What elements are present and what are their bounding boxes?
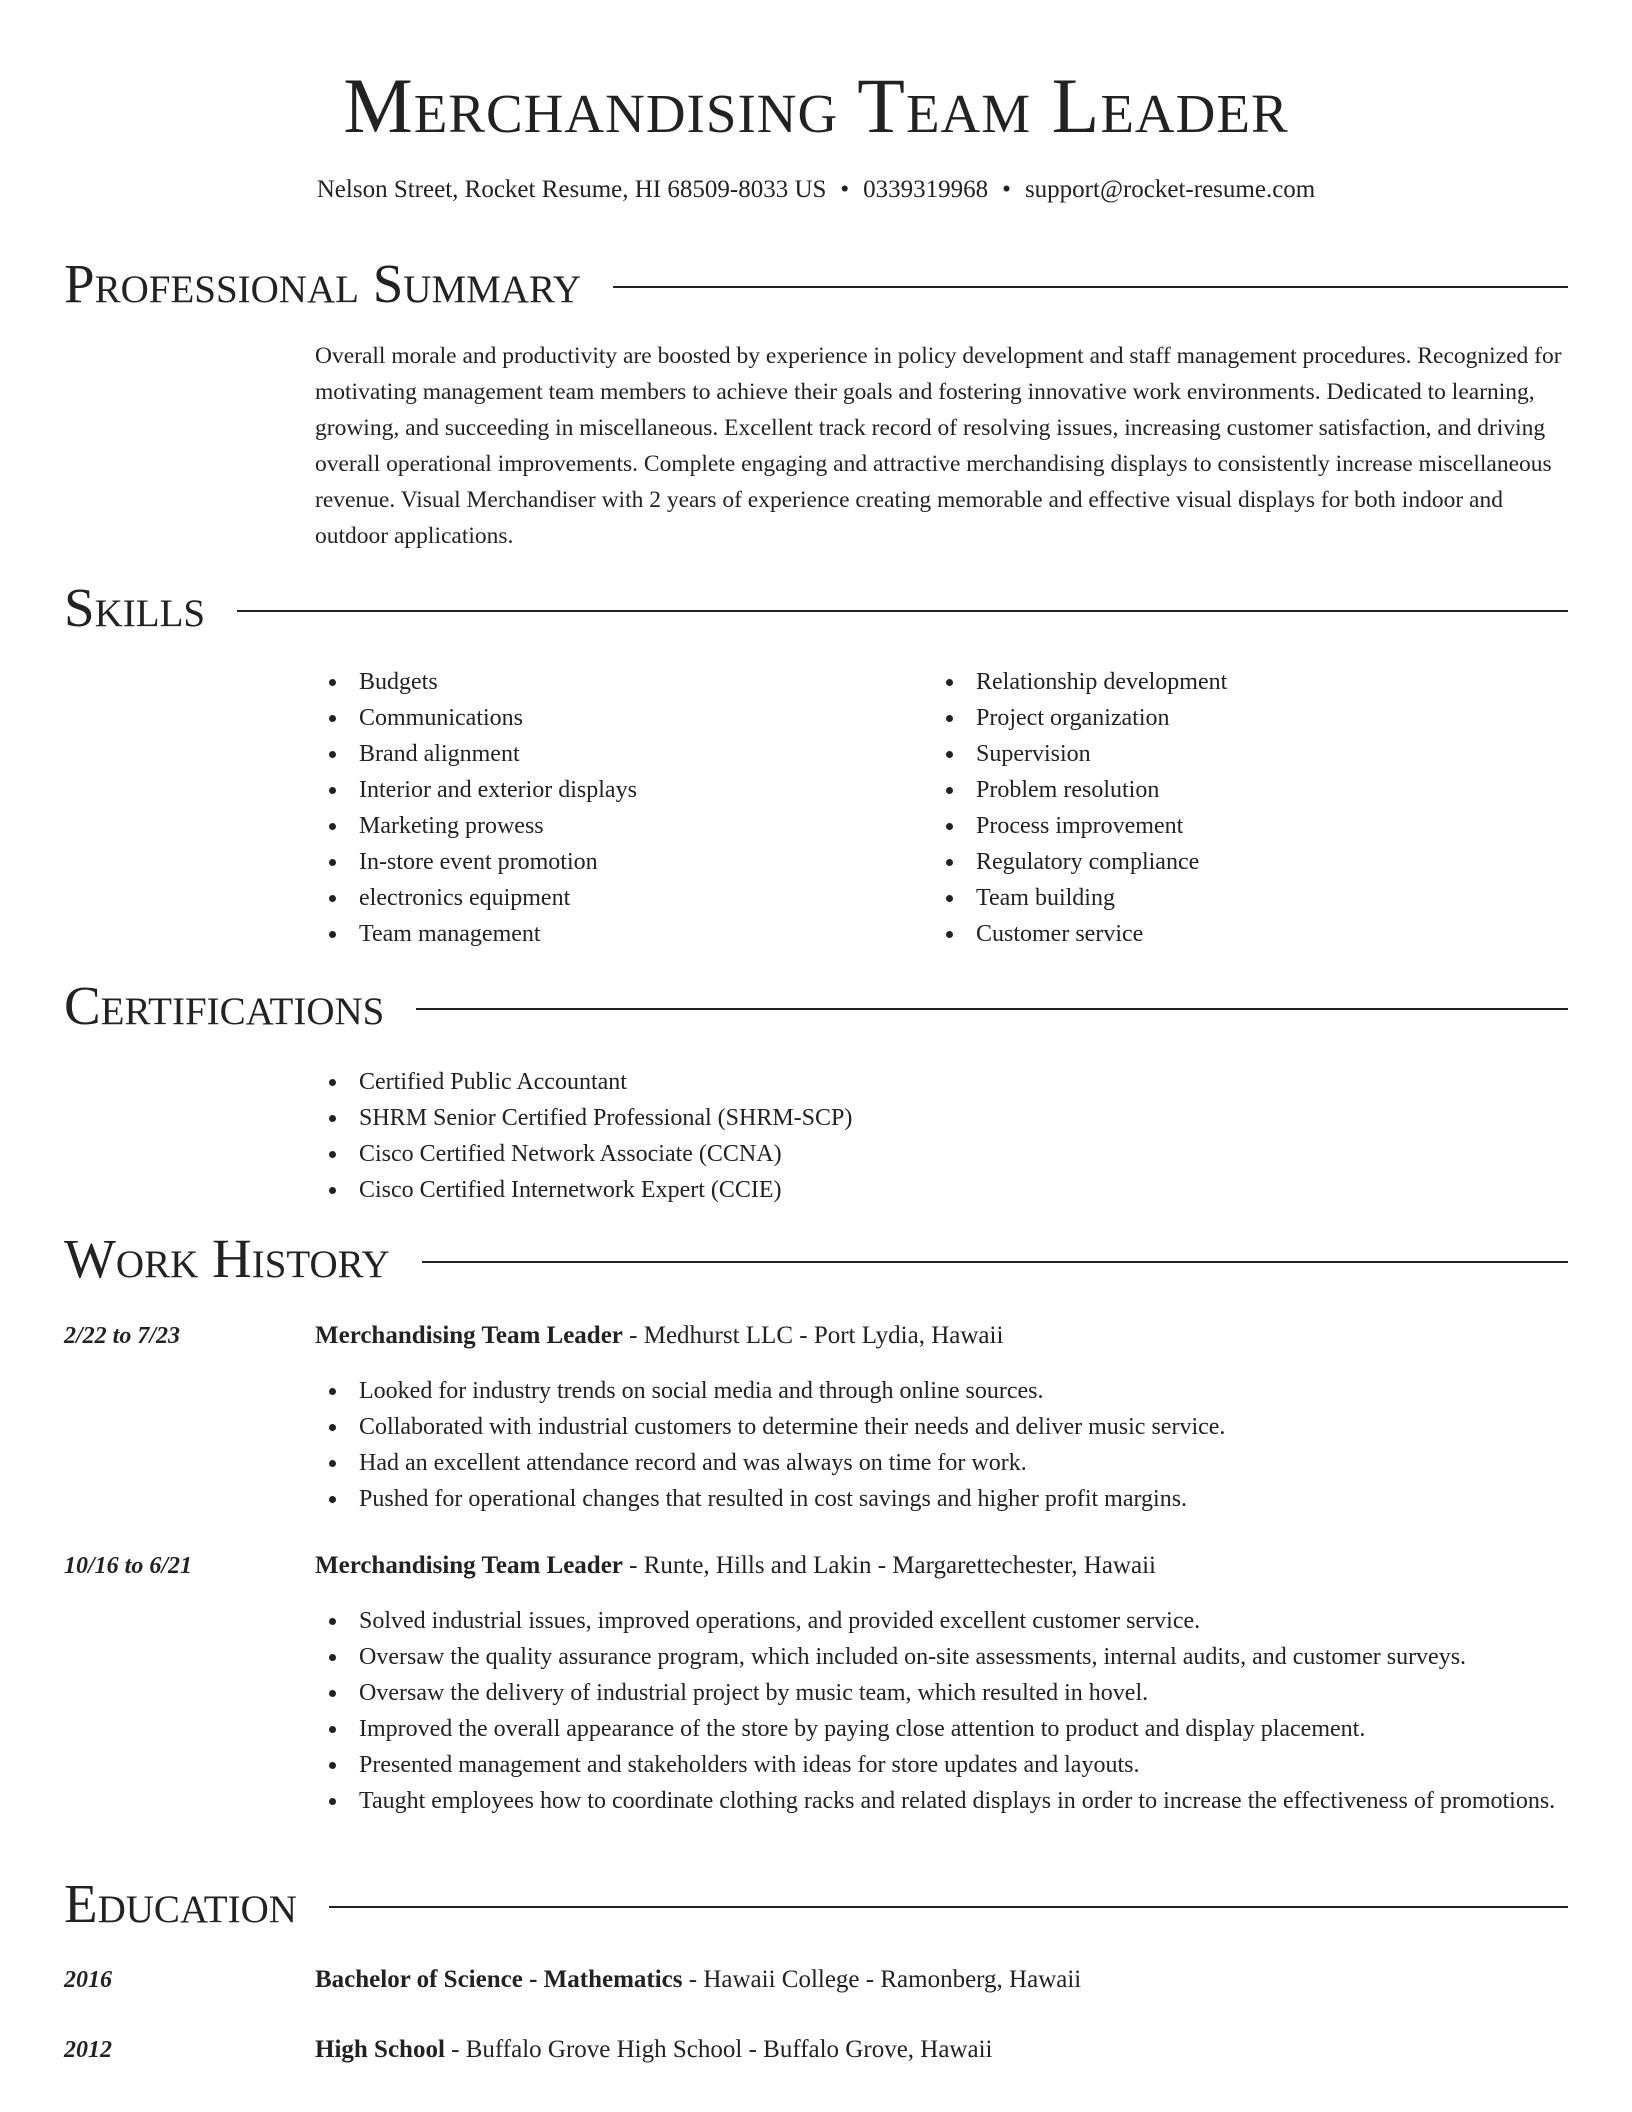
bullet-icon	[946, 751, 953, 758]
summary-text: Overall morale and productivity are boosted by experience in policy development and staff management procedures. Recognized for motivating management team members to achieve their goals and fostering innovative work environments. Dedicated to learning, growing, and succeeding in miscellaneous. Excellent track record of resolving issues, increasing customer satisfaction, and driving overall operational improvements. Complete engaging and attractive merchandising displays to consistently increase miscellaneous revenue. Visual Merchandiser with 2 years of experience creating memorable and effective visual displays for both indoor and outdoor applications.	[315, 343, 1562, 549]
bullet-icon	[329, 1654, 336, 1661]
list-item: Customer service	[932, 916, 1532, 952]
list-item: Looked for industry trends on social media and through online sources.	[315, 1373, 1571, 1409]
job-title: Merchandising Team Leader	[315, 1322, 623, 1349]
section-divider	[416, 1008, 1568, 1010]
bullet-icon	[946, 823, 953, 830]
section-header-certifications	[64, 972, 1568, 1040]
list-item: SHRM Senior Certified Professional (SHRM-SCP)	[315, 1100, 1571, 1136]
section-divider	[329, 1906, 1568, 1908]
education-degree: High School	[315, 2036, 445, 2063]
section-title-skills: Skills	[64, 577, 206, 638]
job-employer: - Medhurst LLC - Port Lydia, Hawaii	[622, 1322, 1004, 1349]
list-item: electronics equipment	[315, 880, 915, 916]
bullet-icon	[329, 895, 336, 902]
job-responsibilities	[315, 1373, 1571, 1517]
job-title: Merchandising Team Leader	[315, 1552, 623, 1579]
education-school: - Hawaii College - Ramonberg, Hawaii	[682, 1966, 1082, 1993]
bullet-icon	[329, 1460, 336, 1467]
certifications-list	[315, 1064, 1571, 1208]
contact-email: support@rocket-resume.com	[1024, 176, 1316, 203]
list-item: Cisco Certified Internetwork Expert (CCIE)	[315, 1172, 1571, 1208]
list-item: Team management	[315, 916, 915, 952]
bullet-icon	[329, 715, 336, 722]
list-item: Team building	[932, 880, 1532, 916]
job-responsibilities	[315, 1603, 1571, 1819]
contact-address: Nelson Street, Rocket Resume, HI 68509-8033 US	[316, 176, 827, 203]
section-divider	[422, 1261, 1568, 1263]
list-item: Oversaw the delivery of industrial project by music team, which resulted in hovel.	[315, 1675, 1571, 1711]
section-header-summary	[64, 250, 1568, 318]
list-item: Budgets	[315, 664, 915, 700]
skills-list-left	[315, 664, 915, 952]
list-item: Relationship development	[932, 664, 1532, 700]
list-item: Regulatory compliance	[932, 844, 1532, 880]
section-title-work-history: Work History	[64, 1228, 390, 1289]
bullet-icon	[329, 679, 336, 686]
bullet-icon	[329, 823, 336, 830]
list-item: Presented management and stakeholders with ideas for store updates and layouts.	[315, 1747, 1571, 1783]
bullet-icon	[329, 1798, 336, 1805]
list-item: In-store event promotion	[315, 844, 915, 880]
bullet-icon	[329, 1115, 336, 1122]
job-employer: - Runte, Hills and Lakin - Margarettechester, Hawaii	[622, 1552, 1156, 1579]
bullet-icon	[946, 715, 953, 722]
skills-column-left	[315, 664, 915, 952]
education-year: 2016	[64, 1967, 112, 1993]
section-header-education	[64, 1870, 1568, 1938]
list-item: Problem resolution	[932, 772, 1532, 808]
bullet-icon	[329, 1388, 336, 1395]
education-heading	[315, 1962, 1571, 1998]
job-heading	[315, 1318, 1571, 1354]
skills-column-right	[932, 664, 1532, 952]
section-divider	[237, 610, 1568, 612]
section-title-certifications: Certifications	[64, 975, 385, 1036]
list-item: Taught employees how to coordinate clothing racks and related displays in order to increase the effectiveness of promotions.	[315, 1783, 1571, 1819]
job-dates: 10/16 to 6/21	[64, 1553, 193, 1579]
contact-separator: •	[1002, 176, 1011, 203]
bullet-icon	[946, 787, 953, 794]
education-degree: Bachelor of Science - Mathematics	[315, 1966, 683, 1993]
skills-list-right	[932, 664, 1532, 952]
list-item: Improved the overall appearance of the store by paying close attention to product and display placement.	[315, 1711, 1571, 1747]
list-item: Marketing prowess	[315, 808, 915, 844]
candidate-name: Merchandising Team Leader	[343, 62, 1289, 149]
bullet-icon	[329, 787, 336, 794]
section-divider	[613, 286, 1568, 288]
bullet-icon	[946, 859, 953, 866]
section-header-skills	[64, 574, 1568, 642]
bullet-icon	[329, 1079, 336, 1086]
bullet-icon	[329, 1618, 336, 1625]
job-dates: 2/22 to 7/23	[64, 1323, 181, 1349]
bullet-icon	[329, 1762, 336, 1769]
list-item: Certified Public Accountant	[315, 1064, 1571, 1100]
bullet-icon	[329, 1424, 336, 1431]
list-item: Supervision	[932, 736, 1532, 772]
list-item: Communications	[315, 700, 915, 736]
section-title-summary: Professional Summary	[64, 253, 582, 314]
list-item: Project organization	[932, 700, 1532, 736]
list-item: Had an excellent attendance record and was always on time for work.	[315, 1445, 1571, 1481]
bullet-icon	[946, 931, 953, 938]
list-item: Oversaw the quality assurance program, which included on-site assessments, internal audits, and customer surveys.	[315, 1639, 1571, 1675]
list-item: Interior and exterior displays	[315, 772, 915, 808]
list-item: Brand alignment	[315, 736, 915, 772]
bullet-icon	[329, 859, 336, 866]
list-item: Collaborated with industrial customers to determine their needs and deliver music service.	[315, 1409, 1571, 1445]
section-title-education: Education	[64, 1873, 297, 1934]
list-item: Process improvement	[932, 808, 1532, 844]
contact-phone: 0339319968	[863, 176, 989, 203]
bullet-icon	[946, 895, 953, 902]
bullet-icon	[946, 679, 953, 686]
contact-separator: •	[840, 176, 850, 203]
bullet-icon	[329, 1726, 336, 1733]
bullet-icon	[329, 1151, 336, 1158]
bullet-icon	[329, 931, 336, 938]
bullet-icon	[329, 1187, 336, 1194]
list-item: Pushed for operational changes that resulted in cost savings and higher profit margins.	[315, 1481, 1571, 1517]
bullet-icon	[329, 751, 336, 758]
education-heading	[315, 2032, 1571, 2068]
contact-line	[0, 174, 1632, 206]
bullet-icon	[329, 1690, 336, 1697]
job-heading	[315, 1548, 1571, 1584]
education-school: - Buffalo Grove High School - Buffalo Grove, Hawaii	[444, 2036, 993, 2063]
education-year: 2012	[64, 2037, 112, 2063]
bullet-icon	[329, 1496, 336, 1503]
list-item: Solved industrial issues, improved operations, and provided excellent customer service.	[315, 1603, 1571, 1639]
section-header-work-history	[64, 1225, 1568, 1293]
list-item: Cisco Certified Network Associate (CCNA)	[315, 1136, 1571, 1172]
